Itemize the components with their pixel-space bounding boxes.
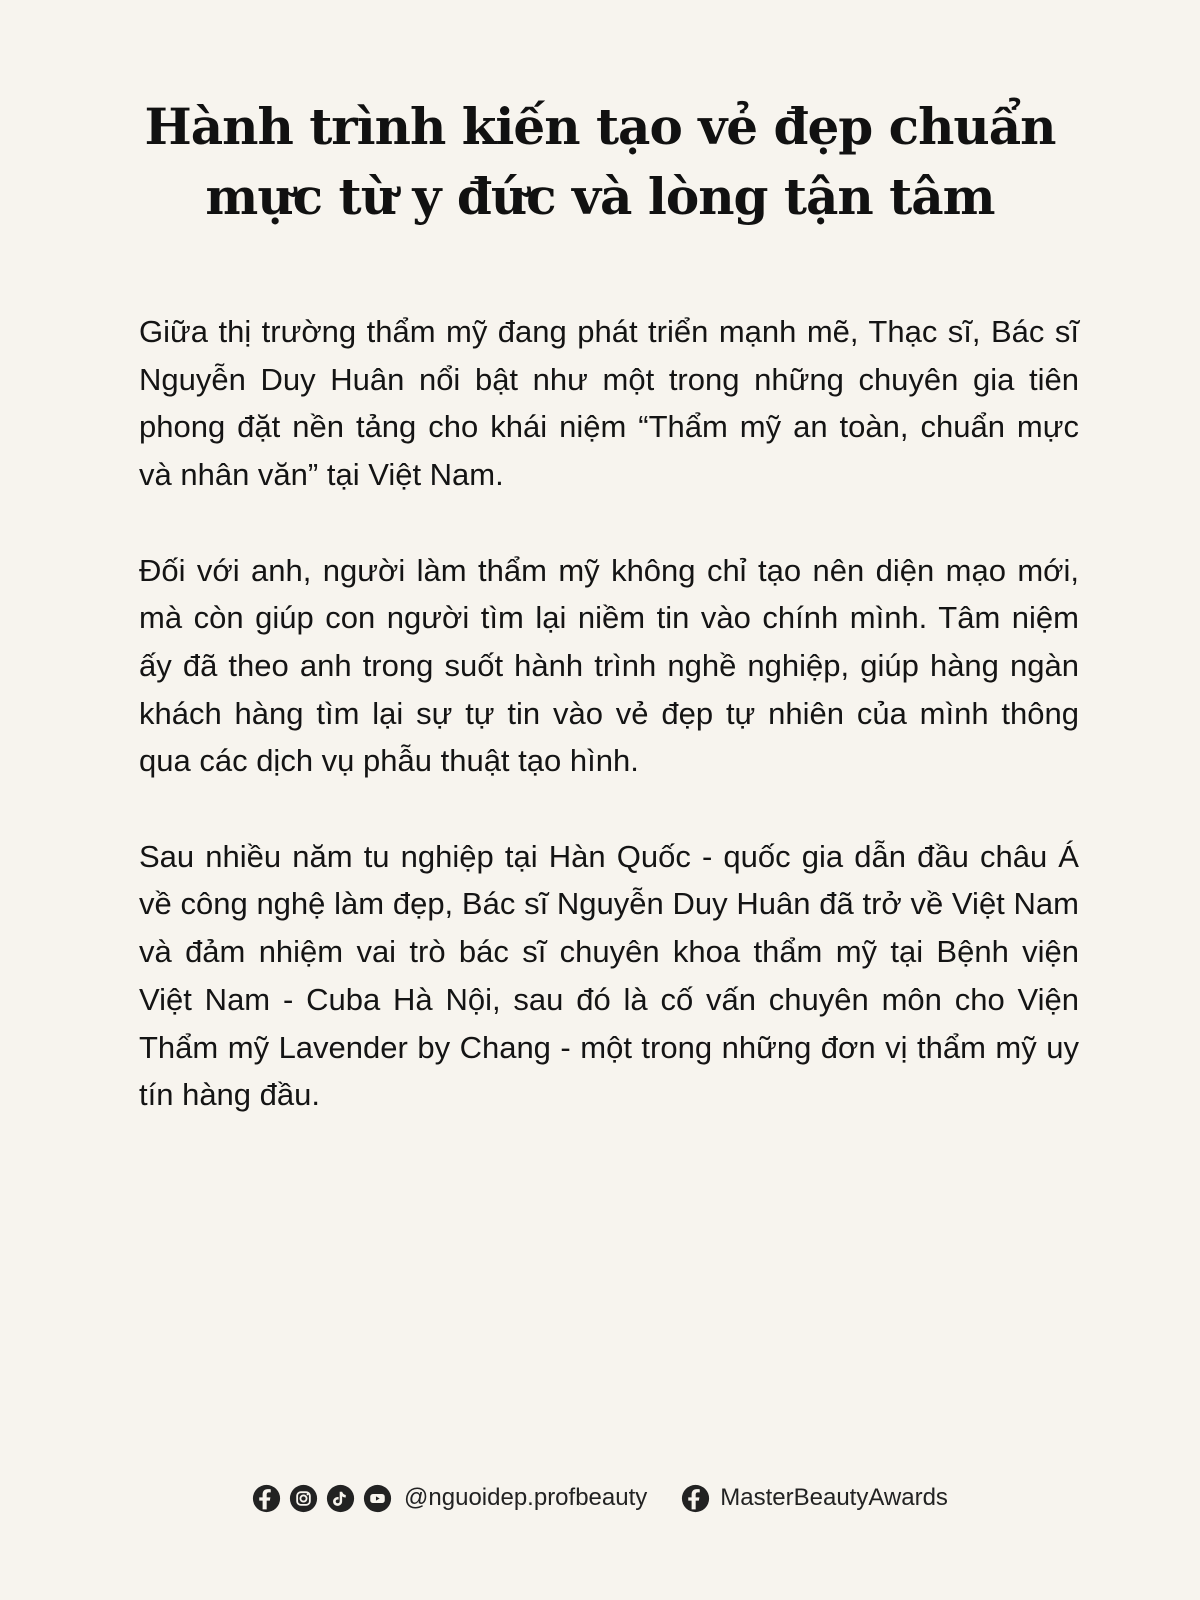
article-paragraph-1: Giữa thị trường thẩm mỹ đang phát triển mạnh mẽ, Thạc sĩ, Bác sĩ Nguyễn Duy Huân nổi bật như một trong những chuyên gia tiên phong đặt nền tảng cho khái niệm “Thẩm mỹ an toàn, chuẩn mực và nhân văn” tại Việt Nam. — [139, 314, 1079, 493]
title-line-2: mực từ y đức và lòng tận tâm — [205, 167, 995, 226]
title-line-1: Hành trình kiến tạo vẻ đẹp chuẩn — [144, 97, 1056, 156]
article-body — [139, 308, 1079, 1119]
page-title — [120, 92, 1080, 232]
facebook-icon[interactable] — [681, 1484, 710, 1513]
facebook-page-group — [681, 1484, 948, 1513]
youtube-icon[interactable] — [363, 1484, 392, 1513]
facebook-page-name[interactable]: MasterBeautyAwards — [720, 1484, 948, 1511]
article-paragraph-3: Sau nhiều năm tu nghiệp tại Hàn Quốc - quốc gia dẫn đầu châu Á về công nghệ làm đẹp, Bác sĩ Nguyễn Duy Huân đã trở về Việt Nam và đảm nhiệm vai trò bác sĩ chuyên khoa thẩm mỹ tại Bệnh viện Việt Nam - Cuba Hà Nội, sau đó là cố vấn chuyên môn cho Viện Thẩm mỹ Lavender by Chang - một trong những đơn vị thẩm mỹ uy tín hàng đầu. — [139, 838, 1079, 1113]
social-links-group — [252, 1484, 647, 1513]
instagram-icon[interactable] — [289, 1484, 318, 1513]
tiktok-icon[interactable] — [326, 1484, 355, 1513]
article-paragraph-2: Đối với anh, người làm thẩm mỹ không chỉ tạo nên diện mạo mới, mà còn giúp con người tìm lại niềm tin vào chính mình. Tâm niệm ấy đã theo anh trong suốt hành trình nghề nghiệp, giúp hàng ngàn khách hàng tìm lại sự tự tin vào vẻ đẹp tự nhiên của mình thông qua các dịch vụ phẫu thuật tạo hình. — [139, 552, 1079, 779]
social-handle[interactable]: @nguoidep.profbeauty — [404, 1484, 648, 1511]
footer-socials — [0, 1478, 1200, 1518]
facebook-icon[interactable] — [252, 1484, 281, 1513]
